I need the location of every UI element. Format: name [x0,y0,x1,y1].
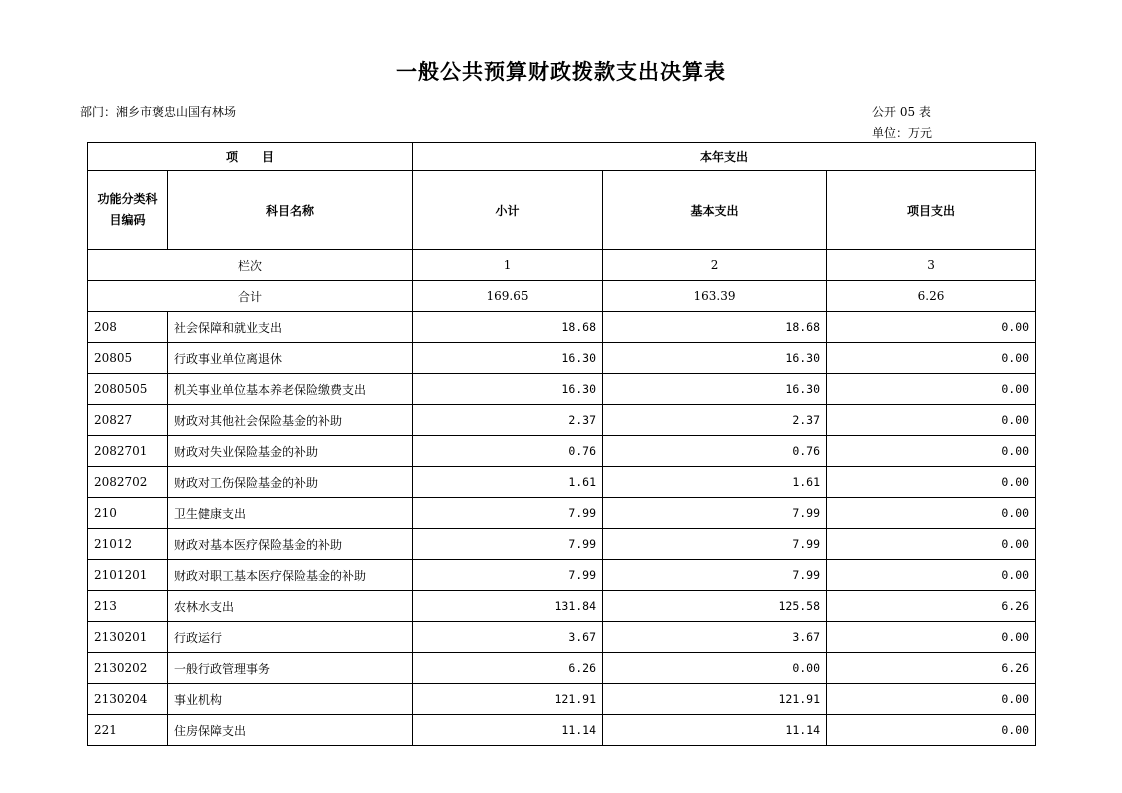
table-row [88,343,1036,374]
item-header: 项 目 [88,143,413,171]
table-row [88,684,1036,715]
row-subtotal: 16.30 [413,374,603,405]
row-name: 农林水支出 [168,591,413,622]
table-row [88,312,1036,343]
row-subtotal: 3.67 [413,622,603,653]
row-name: 财政对其他社会保险基金的补助 [168,405,413,436]
row-code: 213 [88,591,168,622]
row-name: 财政对工伤保险基金的补助 [168,467,413,498]
row-subtotal: 0.76 [413,436,603,467]
row-basic: 7.99 [603,498,827,529]
row-basic: 1.61 [603,467,827,498]
code-header: 功能分类科目编码 [88,171,168,250]
total-basic: 163.39 [603,281,827,312]
row-project: 6.26 [827,591,1036,622]
row-subtotal: 1.61 [413,467,603,498]
row-code: 20827 [88,405,168,436]
table-row [88,405,1036,436]
table-row [88,591,1036,622]
column-number-3: 3 [827,250,1036,281]
table-row [88,529,1036,560]
row-code: 210 [88,498,168,529]
row-code: 221 [88,715,168,746]
row-project: 0.00 [827,467,1036,498]
row-basic: 3.67 [603,622,827,653]
row-code: 2082701 [88,436,168,467]
row-basic: 11.14 [603,715,827,746]
row-project: 6.26 [827,653,1036,684]
row-basic: 125.58 [603,591,827,622]
row-subtotal: 2.37 [413,405,603,436]
row-project: 0.00 [827,374,1036,405]
row-name: 行政运行 [168,622,413,653]
row-basic: 121.91 [603,684,827,715]
row-project: 0.00 [827,715,1036,746]
row-project: 0.00 [827,529,1036,560]
row-subtotal: 7.99 [413,529,603,560]
row-code: 2130201 [88,622,168,653]
total-project: 6.26 [827,281,1036,312]
table-row [88,715,1036,746]
row-code: 20805 [88,343,168,374]
table-row [88,467,1036,498]
row-basic: 16.30 [603,343,827,374]
row-code: 208 [88,312,168,343]
column-number-1: 1 [413,250,603,281]
row-code: 2101201 [88,560,168,591]
row-project: 0.00 [827,560,1036,591]
row-subtotal: 11.14 [413,715,603,746]
subtotal-header: 小计 [413,171,603,250]
row-name: 财政对基本医疗保险基金的补助 [168,529,413,560]
table-row [88,622,1036,653]
department-label: 部门：湘乡市褒忠山国有林场 [80,105,237,119]
row-project: 0.00 [827,343,1036,374]
project-header: 项目支出 [827,171,1036,250]
row-name: 社会保障和就业支出 [168,312,413,343]
row-basic: 0.76 [603,436,827,467]
row-name: 事业机构 [168,684,413,715]
table-row [88,498,1036,529]
basic-header: 基本支出 [603,171,827,250]
form-number: 公开 05 表 [872,105,931,119]
column-number-2: 2 [603,250,827,281]
row-subtotal: 6.26 [413,653,603,684]
row-name: 一般行政管理事务 [168,653,413,684]
row-basic: 2.37 [603,405,827,436]
row-name: 住房保障支出 [168,715,413,746]
table-row [88,374,1036,405]
total-subtotal: 169.65 [413,281,603,312]
row-subtotal: 16.30 [413,343,603,374]
row-name: 行政事业单位离退休 [168,343,413,374]
row-subtotal: 7.99 [413,560,603,591]
row-subtotal: 7.99 [413,498,603,529]
row-basic: 16.30 [603,374,827,405]
row-project: 0.00 [827,622,1036,653]
page-title: 一般公共预算财政拨款支出决算表 [396,59,726,84]
table-row [88,560,1036,591]
row-basic: 7.99 [603,529,827,560]
header-row-1 [88,143,1036,171]
row-code: 21012 [88,529,168,560]
row-code: 2130204 [88,684,168,715]
name-header: 科目名称 [168,171,413,250]
row-subtotal: 121.91 [413,684,603,715]
row-project: 0.00 [827,498,1036,529]
row-code: 2130202 [88,653,168,684]
row-subtotal: 18.68 [413,312,603,343]
row-project: 0.00 [827,312,1036,343]
row-basic: 0.00 [603,653,827,684]
table-row [88,436,1036,467]
row-code: 2082702 [88,467,168,498]
row-name: 财政对职工基本医疗保险基金的补助 [168,560,413,591]
row-project: 0.00 [827,684,1036,715]
row-basic: 7.99 [603,560,827,591]
current-year-header: 本年支出 [413,143,1036,171]
row-name: 财政对失业保险基金的补助 [168,436,413,467]
row-project: 0.00 [827,405,1036,436]
row-basic: 18.68 [603,312,827,343]
row-subtotal: 131.84 [413,591,603,622]
budget-table [87,142,1036,746]
row-name: 机关事业单位基本养老保险缴费支出 [168,374,413,405]
total-label: 合计 [88,281,413,312]
total-row [88,281,1036,312]
row-name: 卫生健康支出 [168,498,413,529]
header-row-2 [88,171,1036,250]
unit-label: 单位：万元 [872,126,933,140]
column-number-label: 栏次 [88,250,413,281]
row-project: 0.00 [827,436,1036,467]
table-row [88,653,1036,684]
row-code: 2080505 [88,374,168,405]
column-number-row [88,250,1036,281]
